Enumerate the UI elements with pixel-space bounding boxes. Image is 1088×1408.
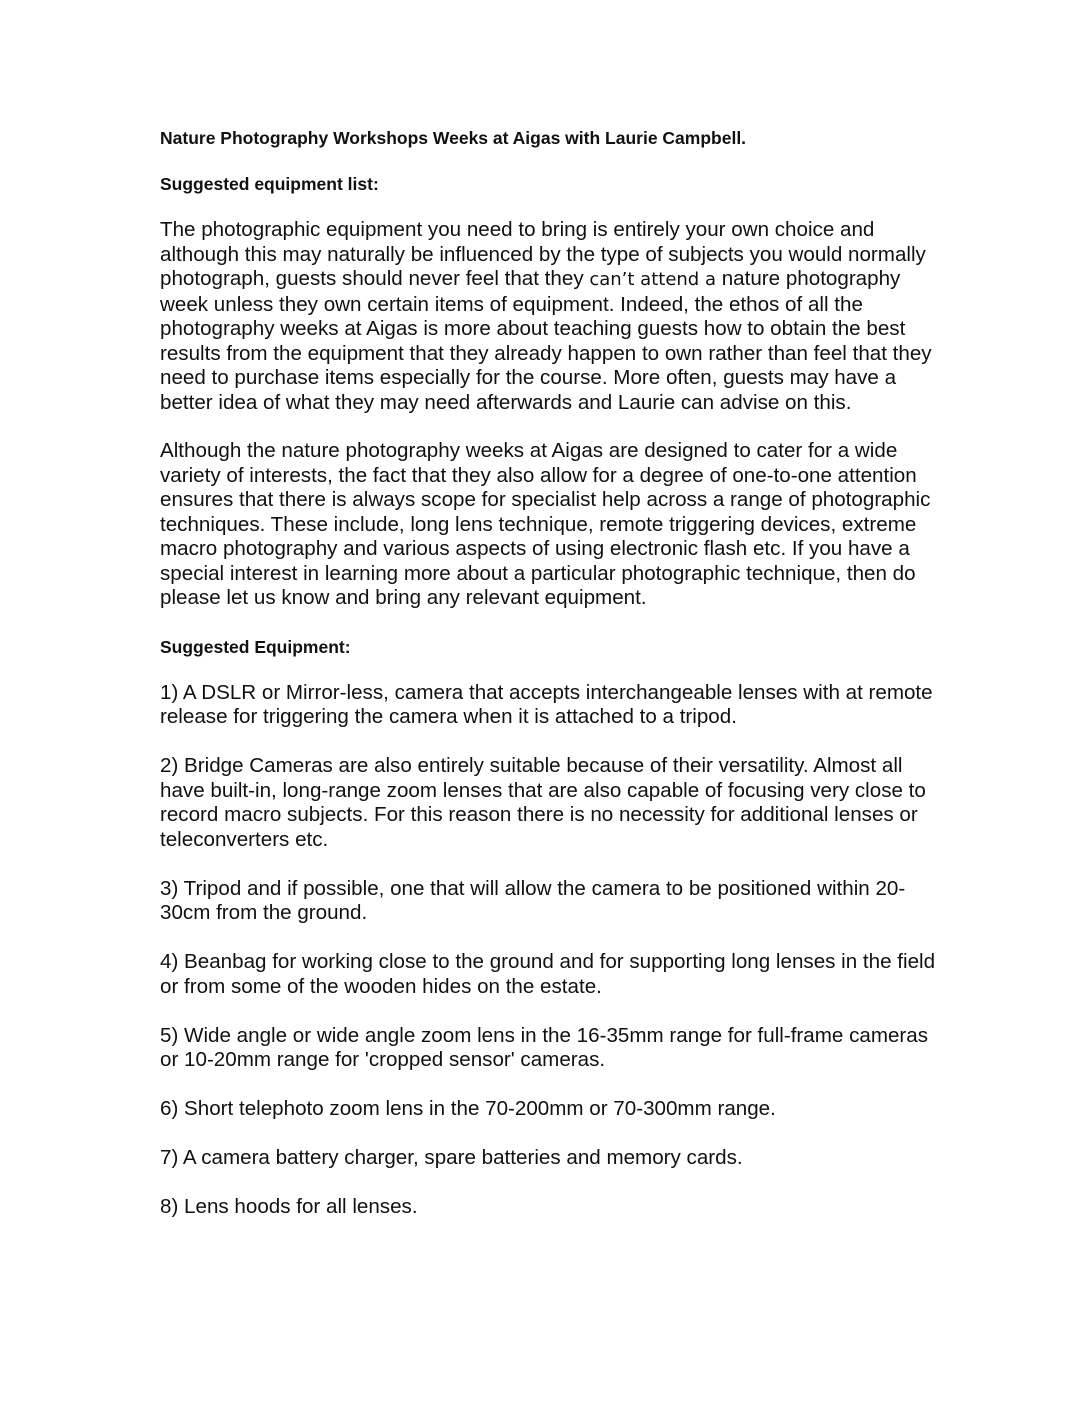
list-item: 5) Wide angle or wide angle zoom lens in the 16-35mm range for full-frame cameras or 10-20mm range for 'cropped sensor' cameras. [160,1023,929,1071]
list-item: 1) A DSLR or Mirror-less, camera that accepts interchangeable lenses with at remote release for triggering the camera when it is attached to a tripod. [160,680,933,728]
document-page [160,126,940,1244]
list-item: 8) Lens hoods for all lenses. [160,1195,418,1218]
intro-paragraph-fragment: can’t attend a [589,269,716,290]
list-item: 4) Beanbag for working close to the ground and for supporting long lenses in the field or from some of the wooden hides on the estate. [160,950,936,998]
list-item: 6) Short telephoto zoom lens in the 70-200mm or 70-300mm range. [160,1097,776,1120]
equipment-heading: Suggested Equipment: [160,636,351,657]
document-title: Nature Photography Workshops Weeks at Aigas with Laurie Campbell. [160,128,747,148]
intro-paragraph [160,218,940,415]
list-item: 3) Tripod and if possible, one that will allow the camera to be positioned within 20-30cm from the ground. [160,876,906,924]
equipment-list-heading: Suggested equipment list: [160,174,379,194]
interests-paragraph: Although the nature photography weeks at Aigas are designed to cater for a wide variety of interests, the fact that they also allow for a degree of one-to-one attention ensures that there is always scope for specialist help across a range of photographic techniques. These include, long lens technique, remote triggering devices, extreme macro photography and various aspects of using electronic flash etc. If you have a special interest in learning more about a particular photographic technique, then do please let us know and bring any relevant equipment. [160,439,931,609]
intro-paragraph-end: nature photography week unless they own certain items of equipment. Indeed, the ethos of all the photography weeks at Aigas is more about teaching guests how to obtain the best results from the equipment that they already happen to own rather than feel that they need to purchase items especially for the course. More often, guests may have a better idea of what they may need afterwards and Laurie can advise on this. [160,267,932,414]
list-item: 7) A camera battery charger, spare batteries and memory cards. [160,1146,743,1169]
intro-paragraph-start: The photographic equipment you need to bring is entirely your own choice and although this may naturally be influenced by the type of subjects you would normally photograph, guests should never feel that they [160,218,926,290]
list-item: 2) Bridge Cameras are also entirely suitable because of their versatility. Almost all have built-in, long-range zoom lenses that are also capable of focusing very close to record macro subjects. For this reason there is no necessity for additional lenses or teleconverters etc. [160,754,926,851]
